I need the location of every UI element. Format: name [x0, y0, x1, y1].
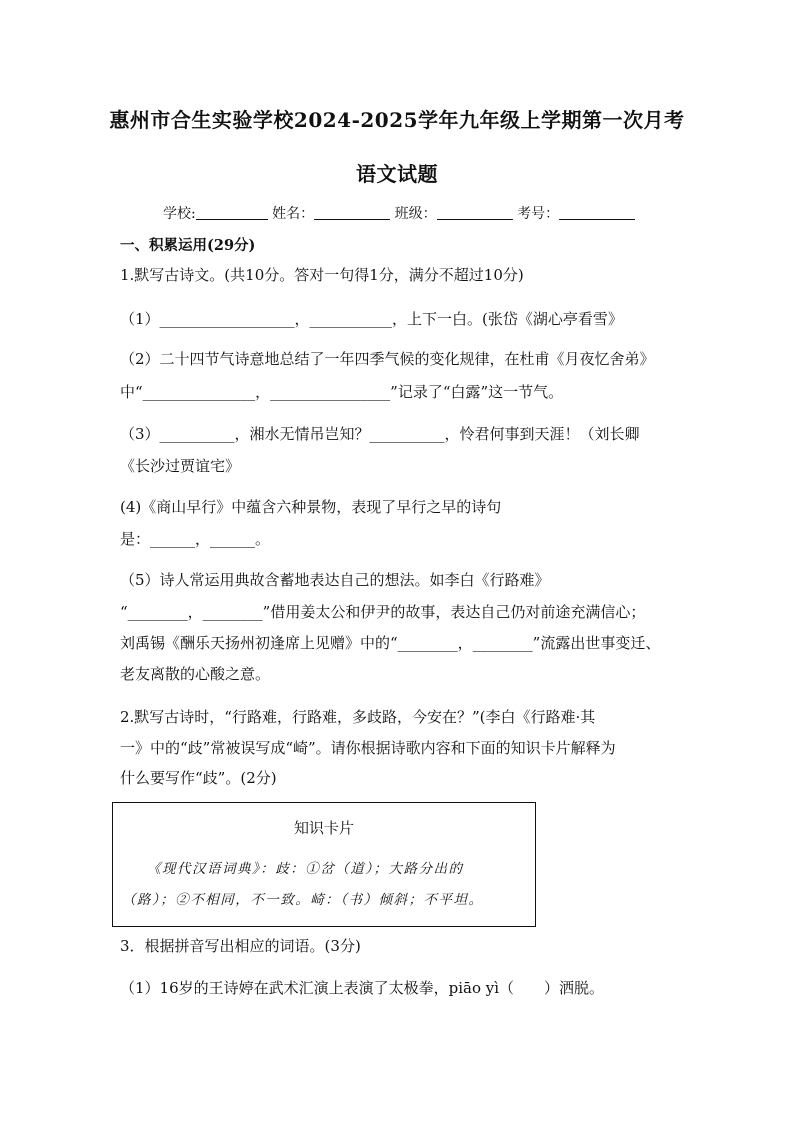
- knowledge-card: [112, 802, 536, 927]
- question-2-line2: 一》中的“歧”常被误写成“崎”。请你根据诗歌内容和下面的知识卡片解释为: [120, 739, 616, 757]
- question-1-4-line1: (4)《商山早行》中蕴含六种景物，表现了早行之早的诗句: [120, 498, 502, 516]
- question-3-1: （1）16岁的王诗婷在武术汇演上表演了太极拳，piāo yì（ ）洒脱。: [120, 979, 605, 997]
- question-3-stem: 3．根据拼音写出相应的词语。(3分): [120, 937, 361, 955]
- exam-title: 惠州市合生实验学校2024-2025学年九年级上学期第一次月考: [109, 108, 685, 132]
- question-1-5-line4: 老友离散的心酸之意。: [120, 665, 271, 683]
- knowledge-card-title: 知识卡片: [293, 819, 354, 837]
- question-2-line1: 2.默写古诗时，“行路难，行路难，多歧路，今安在？”(李白《行路难·其: [120, 708, 596, 726]
- section-heading: 一、积累运用(29分): [120, 237, 256, 254]
- school-blank[interactable]: [196, 205, 268, 220]
- question-1-2-line2: 中“_______________，________________”记录了“白露”这一节气。: [120, 383, 564, 401]
- question-1-2-line1: （2）二十四节气诗意地总结了一年四季气候的变化规律，在杜甫《月夜忆舍弟》: [120, 350, 655, 368]
- question-1-4-line2: 是：______，______。: [120, 530, 271, 548]
- name-label: 姓名：: [272, 206, 315, 222]
- knowledge-card-line1: 《现代汉语词典》：歧：①岔（道）；大路分出的: [147, 861, 464, 877]
- question-1-5-line1: （5）诗人常运用典故含蓄地表达自己的想法。如李白《行路难》: [120, 571, 550, 589]
- exam-no-blank[interactable]: [559, 205, 635, 220]
- question-1-3-line2: 《长沙过贾谊宅》: [120, 457, 241, 475]
- knowledge-card-line2: （路）；②不相同，不一致。崎：（书）倾斜；不平坦。: [122, 892, 484, 908]
- exam-subtitle: 语文试题: [356, 162, 438, 186]
- school-label: 学校:: [163, 206, 196, 222]
- class-label: 班级：: [394, 206, 437, 222]
- question-1-3-line1: （3）__________，湘水无情吊岂知？__________，怜君何事到天涯！（刘长卿: [120, 425, 640, 443]
- question-1-5-line3: 刘禹锡《酬乐天扬州初逢席上见赠》中的“________，________”流露出世事变迁、: [120, 634, 661, 652]
- name-blank[interactable]: [314, 205, 390, 220]
- question-2-line3: 什么要写作“歧”。(2分): [120, 769, 277, 787]
- class-blank[interactable]: [437, 205, 513, 220]
- question-1-stem: 1.默写古诗文。(共10分。答对一句得1分，满分不超过10分): [120, 266, 524, 284]
- exam-no-label: 考号：: [517, 206, 560, 222]
- question-1-1: （1）__________________，___________，上下一白。(张岱《湖心亭看雪》: [120, 310, 623, 328]
- question-1-5-line2: “________，________”借用姜太公和伊尹的故事，表达自己仍对前途充满信心；: [120, 603, 646, 621]
- student-info-row: [163, 203, 635, 223]
